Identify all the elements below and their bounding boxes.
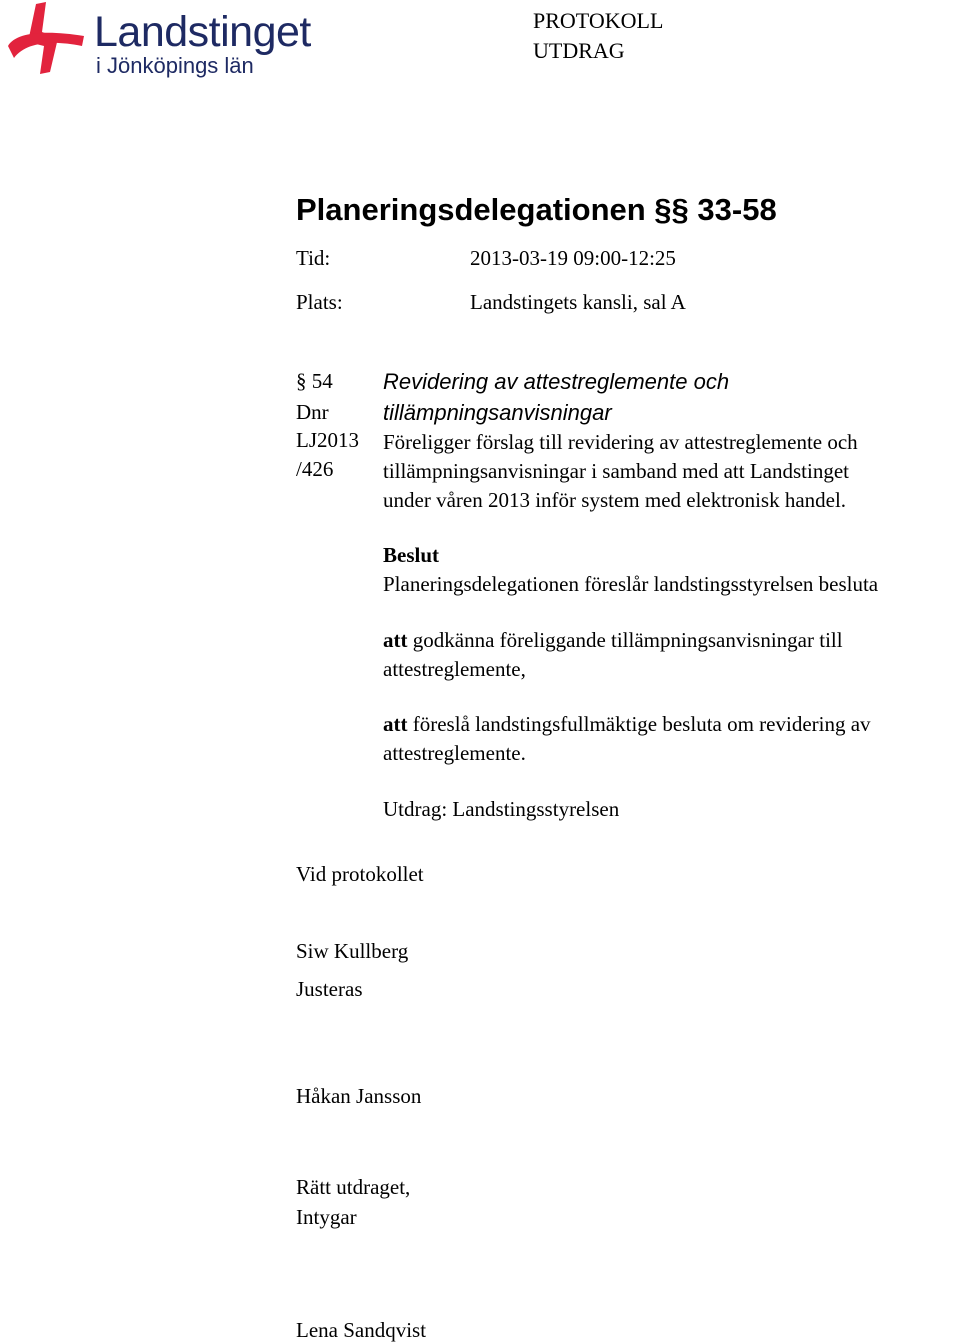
- paragraph-body-line2: tillämpningsanvisningar i samband med att Landstinget: [383, 459, 849, 483]
- att-clause-2-line1: [383, 712, 871, 737]
- dnr-label: Dnr: [296, 400, 329, 424]
- paragraph-body-line3: under våren 2013 inför system med elektronisk handel.: [383, 488, 847, 512]
- att-clause-1-text: godkänna föreliggande tillämpningsanvisningar till: [412, 628, 843, 652]
- dnr-number-part2: /426: [296, 457, 334, 481]
- ratt-utdraget-label: Rätt utdraget,: [296, 1175, 411, 1199]
- logo-subtitle: i Jönköpings län: [96, 53, 254, 78]
- paragraph-number: § 54: [296, 369, 333, 393]
- att-clause-1-line1: [383, 628, 843, 653]
- adjuster-name: Håkan Jansson: [296, 1084, 422, 1108]
- logo-wordmark: Landstinget: [94, 8, 311, 56]
- tid-label: Tid:: [296, 246, 331, 270]
- dnr-number-part1: LJ2013: [296, 428, 359, 452]
- landstinget-logo-icon: [6, 2, 88, 80]
- plats-value: Landstingets kansli, sal A: [470, 290, 686, 314]
- tid-value: 2013-03-19 09:00-12:25: [470, 246, 676, 270]
- page-title: Planeringsdelegationen §§ 33-58: [296, 192, 777, 227]
- plats-label: Plats:: [296, 290, 343, 314]
- beslut-text: Planeringsdelegationen föreslår landstingsstyrelsen besluta: [383, 572, 879, 596]
- intygar-label: Intygar: [296, 1205, 357, 1229]
- paragraph-heading-line2: tillämpningsanvisningar: [383, 400, 612, 425]
- att-clause-2-line2: attestreglemente.: [383, 741, 526, 765]
- att-clause-2-text: föreslå landstingsfullmäktige besluta om revidering av: [412, 712, 871, 736]
- paragraph-body-line1: Föreligger förslag till revidering av attestreglemente och: [383, 430, 858, 454]
- beslut-heading: Beslut: [383, 543, 440, 567]
- utdrag-recipient: Utdrag: Landstingsstyrelsen: [383, 797, 620, 821]
- organization-logo: [6, 2, 336, 82]
- vid-protokollet-label: Vid protokollet: [296, 862, 424, 886]
- document-subtype: UTDRAG: [533, 38, 625, 63]
- att-clause-1-line2: attestreglemente,: [383, 657, 526, 681]
- paragraph-heading-line1: Revidering av attestreglemente och: [383, 369, 730, 394]
- document-type: PROTOKOLL: [533, 8, 664, 33]
- justeras-label: Justeras: [296, 977, 363, 1001]
- att-keyword: att: [383, 628, 408, 652]
- att-keyword: att: [383, 712, 408, 736]
- secretary-name: Siw Kullberg: [296, 939, 409, 963]
- certifier-name: Lena Sandqvist: [296, 1318, 427, 1342]
